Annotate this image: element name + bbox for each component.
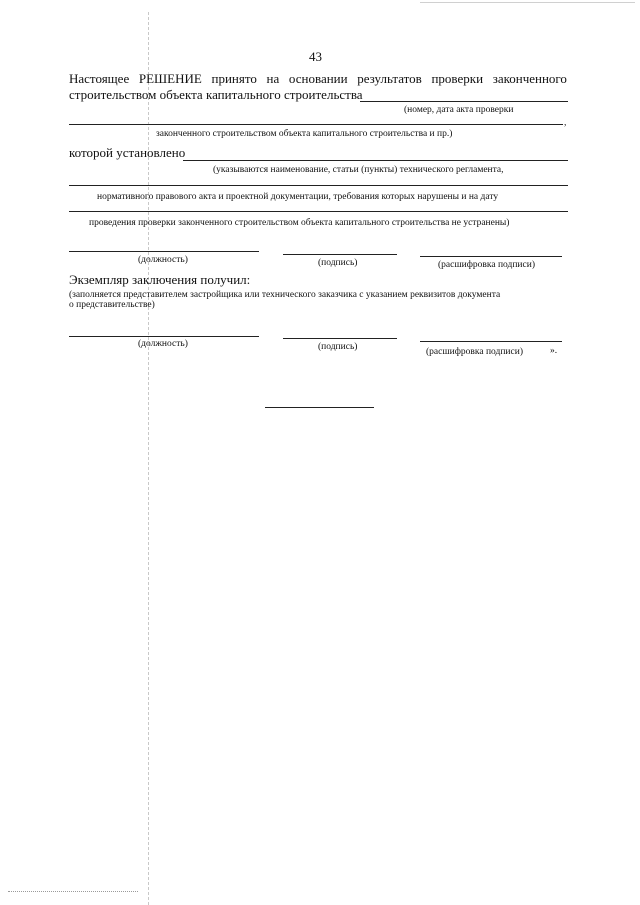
signature-caption-1: (подпись) [318, 258, 358, 268]
decision-line-2: строительством объекта капитального строительства [69, 87, 363, 102]
decision-word: результатов [357, 71, 422, 86]
established-fill-line [183, 160, 568, 161]
decoding-line-2 [420, 341, 562, 342]
copy-received-hint-2: о представительстве) [69, 300, 155, 310]
position-line-2 [69, 336, 259, 337]
established-hint-2: нормативного правового акта и проектной документации, требования которых нарушены и на дату [97, 192, 499, 202]
decision-word: проверки [431, 71, 484, 86]
act-hint: (номер, дата акта проверки [404, 105, 514, 115]
scan-bottom-artifact [8, 891, 138, 892]
established-hint-1: (указываются наименование, статьи (пункты) технического регламента, [213, 165, 504, 175]
established-label: которой установлено [69, 145, 186, 160]
object-hint: законченного строительством объекта капитального строительства и пр.) [156, 129, 453, 139]
signature-line-2 [283, 338, 397, 339]
decoding-line-1 [420, 256, 562, 257]
act-fill-line [360, 101, 568, 102]
requirements-fill-line-1 [69, 185, 568, 186]
requirements-fill-line-2 [69, 211, 568, 212]
position-caption-2: (должность) [138, 339, 188, 349]
position-caption-1: (должность) [138, 255, 188, 265]
signature-line-1 [283, 254, 397, 255]
scan-edge-line [420, 2, 635, 3]
object-line-comma: , [564, 118, 567, 128]
decoding-caption-2: (расшифровка подписи) [426, 347, 523, 357]
decision-word: принято [211, 71, 257, 86]
decision-word: РЕШЕНИЕ [138, 71, 202, 86]
decision-word: основании [288, 71, 348, 86]
decision-word: законченного [492, 71, 567, 86]
copy-received-hint-1: (заполняется представителем застройщика или технического заказчика с указанием реквизитов документа [69, 290, 501, 300]
object-fill-line [69, 124, 563, 125]
position-line-1 [69, 251, 259, 252]
end-separator-line [265, 407, 374, 408]
closing-quote: ». [550, 346, 558, 356]
signature-caption-2: (подпись) [318, 342, 358, 352]
established-hint-3: проведения проверки законченного строительством объекта капитального строительства не устранены) [89, 218, 510, 228]
copy-received-title: Экземпляр заключения получил: [69, 272, 251, 287]
decision-word: Настоящее [69, 71, 130, 86]
decision-word: на [266, 71, 280, 86]
decision-line-1 [69, 72, 567, 85]
decoding-caption-1: (расшифровка подписи) [438, 260, 535, 270]
page-number: 43 [309, 49, 322, 64]
